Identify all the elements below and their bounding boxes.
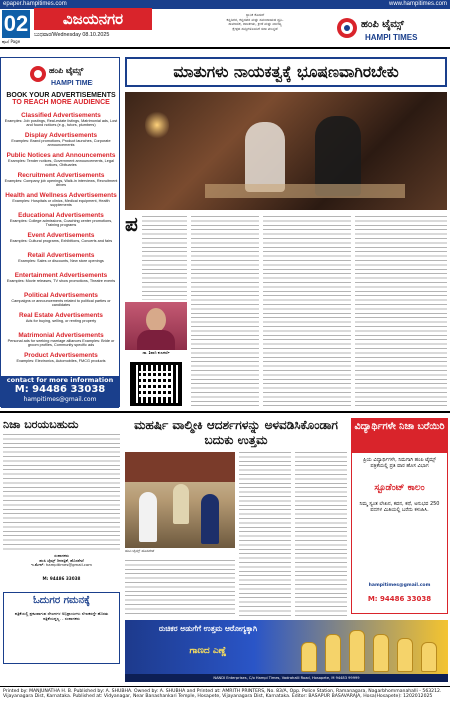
oil-advertisement (125, 620, 448, 682)
article2-caption: ಹಂಪಿ ಟೈಮ್ಸ್ ಹೊಸಪೇಟೆ (125, 549, 155, 553)
niju-headline: ನಿಜಾ ಬರಯಬಹುದು (3, 418, 79, 431)
ad-category (3, 332, 119, 348)
readers-notice-text: ಪತ್ರಿಕೆಯಲ್ಲಿ ಪ್ರಕಟವಾಗುವ ಲೇಖನಗಳ ಅಭಿಪ್ರಾಯಗಳು ಲೇಖಕರದ್ದೇ ಹೊರತು ಪತ್ರಿಕೆಯದ್ದಲ್ಲ. - ಸಂಪಾದಕರು (14, 611, 109, 621)
epaper-link[interactable]: epaper.hampitimes.com (3, 1, 67, 7)
ad-category (3, 112, 119, 128)
masthead-note: ಸ್ಥಾನಿಕ ಕೊಡುಗೆ ಕನ್ನಡಿಗರ, ಕನ್ನಡಪರ ಮತ್ತು ಸಮುದಾಯದ ಧ್ವನಿ. ಸಾಮಾಜಿಕ, ರಾಜಕೀಯ, ಕ್ರೀಡೆ ಮತ್ತು ವಾಣಿಜ್ಯ ಕ್ಷೇತ್ರದ ಸುದ್ದಿಗಳೊಂದಿಗೆ ಸದಾ ಮುನ್ನಡೆ (226, 13, 284, 31)
ad-category (3, 292, 119, 308)
ad-category-title: Health and Wellness Advertisements (5, 192, 117, 199)
ad-category-title: Real Estate Advertisements (19, 312, 103, 319)
ad-category-title: Retail Advertisements (27, 252, 95, 259)
oil-bottles-image (295, 626, 445, 672)
oil-ad-line1: ರುಚಿಕರ ಅಡುಗೆಗೆ ಉತ್ತಮ ಆರೋಗ್ಯಕ್ಕಾಗಿ (158, 624, 258, 633)
ad-category-desc: Ads for buying, selling, or renting property (25, 319, 97, 323)
ad-category-desc: Examples: College admissions, Coaching center promotions, Training programs (9, 219, 113, 228)
contact-email[interactable]: hampitimes@gmail.com (23, 396, 97, 403)
book-line: BOOK YOUR ADVERTISEMENTS (6, 92, 116, 99)
ad-category (3, 252, 119, 263)
website-link[interactable]: www.hampitimes.com (388, 1, 447, 7)
contact-phone[interactable]: M: 94486 33038 (14, 384, 106, 395)
niju-phone[interactable]: M: 94486 33038 (42, 576, 81, 581)
ad-category-title: Display Advertisements (24, 132, 98, 139)
date-line: ಬುಧವಾರ/Wednesday 08.10.2025 (34, 32, 110, 38)
article2-headline: ಮಹರ್ಷಿ ವಾಲ್ಮೀಕಿ ಆದರ್ಶಗಳನ್ನು ಅಳವಡಿಸಿಕೊಂಡಾಗ ಬದುಕು ಉತ್ತಮ (134, 418, 338, 447)
student-column-ad (351, 418, 448, 614)
ad-category-desc: Examples: Job postings, Real-estate listings, Matrimonial ads, Lost and found notices (e.g., tutors, plumbers) (4, 119, 118, 128)
ad-category (3, 232, 119, 243)
readers-notice-box (3, 592, 120, 664)
ad-category-title: Educational Advertisements (18, 212, 104, 219)
oil-ad-strip: NANDI Enterprises, C/o Hampi Times, Vadrahalli Road, Hosapete, M 94483 99999 (125, 674, 448, 682)
ad-category-desc: Campaigns or announcements related to political parties or candidates (11, 299, 111, 308)
paper-name: ವಿಜಯನಗರ (34, 8, 152, 30)
page-number: 02 (3, 11, 29, 36)
student-ad-intro: ಪ್ರಿಯ ವಿದ್ಯಾರ್ಥಿಗಳೇ, ನಿಮಗಾಗಿ ಹಂಪಿ ಟೈಮ್ಸ್ ಪತ್ರಿಕೆಯಲ್ಲಿ ಪ್ರತಿ ವಾರ ಹೊಸ ವಿಭಾಗ (363, 457, 436, 469)
ad-category-desc: Examples: Cultural programs, Exhibitions, Concerts and fairs (9, 239, 113, 243)
section-divider (0, 411, 450, 413)
ad-book-heading (3, 92, 119, 106)
article2-photo (125, 452, 235, 548)
ad-category-title: Product Advertisements (24, 352, 98, 359)
ad-category-title: Political Advertisements (24, 292, 98, 299)
hampi-times-logo (335, 12, 447, 46)
student-ad-email[interactable]: hampitimes@gmail.com (368, 583, 431, 588)
ad-category (3, 152, 119, 168)
niju-contact: ಸಂಪಾದಕರು ಹಂಪಿ ಟೈಮ್ಸ್ ದಿನಪತ್ರಿಕೆ, ಹೊಸಪೇಟೆ ಇ-ಮೇಲ್: hampitimes@gmail.com (31, 553, 92, 568)
logo-kn-text: ಹಂಪಿ ಟೈಮ್ಸ್ (361, 19, 404, 30)
article2-body-text (295, 452, 347, 616)
niju-body-text (3, 434, 120, 552)
ad-category-title: Matrimonial Advertisements (18, 332, 104, 339)
ad-category (3, 172, 119, 188)
ad-logo (29, 62, 93, 90)
readers-notice-title: ಓದುಗರ ಗಮನಕ್ಕೆ (33, 595, 90, 606)
author-photo (125, 302, 187, 350)
ad-category-desc: Examples: Company job openings, Walk-in interviews, Recruitment drives (4, 179, 118, 188)
article-body-text (263, 216, 351, 406)
drop-cap: ಪ (125, 212, 138, 236)
ad-category-title: Event Advertisements (27, 232, 95, 239)
student-ad-body: ನಿಮ್ಮ ಸ್ವಂತ ಲೇಖನ, ಕವನ, ಕಥೆ, ಅನುಭವ 250 ಪದಗಳ ಮಿತಿಯಲ್ಲಿ ಬರೆದು ಕಳುಹಿಸಿ. (359, 501, 440, 513)
student-column-name: ಸ್ಟೂಡೆಂಟ್ ಕಾಲಂ (374, 483, 425, 493)
article-photo (125, 92, 447, 210)
article-body-text (191, 216, 259, 406)
logo-en-text: HAMPI TIMES (365, 33, 418, 42)
article-body-text (355, 216, 447, 406)
contact-label: contact for more information (6, 376, 114, 384)
ad-category-desc: Examples: Tender notices, Government announcements, Legal notices, Obituaries (8, 159, 114, 168)
left-ad-panel (0, 57, 120, 407)
article-body-text (142, 216, 187, 300)
ad-category-title: Public Notices and Announcements (6, 152, 116, 159)
ad-category (3, 212, 119, 228)
ad-category-title: Recruitment Advertisements (17, 172, 105, 179)
ad-category-desc: Examples: Brand promotions, Product launches, Corporate announcements (11, 139, 111, 148)
ad-contact-box (1, 376, 119, 408)
article2-body-text (125, 560, 235, 616)
ad-category (3, 272, 119, 283)
oil-ad-line2: ಗಾಣದ ಎಣ್ಣೆ (189, 646, 227, 656)
ad-category-desc: Examples: Sales or discounts, New store openings (18, 259, 104, 263)
ad-category (3, 352, 119, 363)
ad-category (3, 192, 119, 208)
ad-logo-kn: ಹಂಪಿ ಟೈಮ್ಸ್ (49, 66, 84, 75)
ad-category-desc: Examples: Hospitals or clinics, Medical equipment, Health supplements (12, 199, 110, 208)
page-label: ಪುಟ/ Page (2, 39, 21, 44)
student-ad-phone[interactable]: M: 94486 33038 (367, 595, 432, 603)
article2-body-text (239, 452, 291, 616)
author-name: ಡಾ. ಶಿವಾನಿ ಕುಲಕರ್ಣಿ (142, 350, 170, 355)
ad-logo-en: HAMPI TIMES (51, 80, 93, 87)
ad-category-title: Classified Advertisements (21, 112, 101, 119)
qr-code[interactable] (130, 362, 182, 406)
ad-category (3, 132, 119, 148)
article-headline: ಮಾತುಗಳು ನಾಯಕತ್ವಕ್ಕೆ ಭೂಷಣವಾಗಿರಬೇಕು (125, 57, 447, 87)
student-ad-title: ವಿದ್ಯಾರ್ಥಿಗಳೇ ನಿಜಾ ಬರೆಯಿರಿ (352, 419, 447, 453)
ad-category-desc: Examples: Electronics, Automobiles, FMCG products (16, 359, 106, 363)
ad-category-title: Entertainment Advertisements (14, 272, 108, 279)
ad-category-desc: Personal ads for seeking marriage alliances Examples: Bride or groom profiles, Community specific ads (7, 339, 115, 348)
ad-category-desc: Examples: Movie releases, TV show promotions, Theatre events (6, 279, 116, 283)
imprint-footer: Printed by: MANJUNATHA H. B. Published by: A. SHUBHA. Owned by: A. SHUBHA and Printed at: AMRITH PRINTERS, No. 83/A, Opp. Police Station, Ramanagara, Nagarbhommanahalli - 563212. Vijayanagara Dist, Karnataka. Published at: Vidyanagar, Near Banashankari Temple, Hosapete, Vijayanagara Dist, Karnataka. Editor: BASAPUR BASAVARAJA, Hosa(Hosapete): 1202012025 (0, 686, 450, 713)
ad-category (3, 312, 119, 323)
reach-line: TO REACH MORE AUDIENCE (12, 99, 110, 106)
